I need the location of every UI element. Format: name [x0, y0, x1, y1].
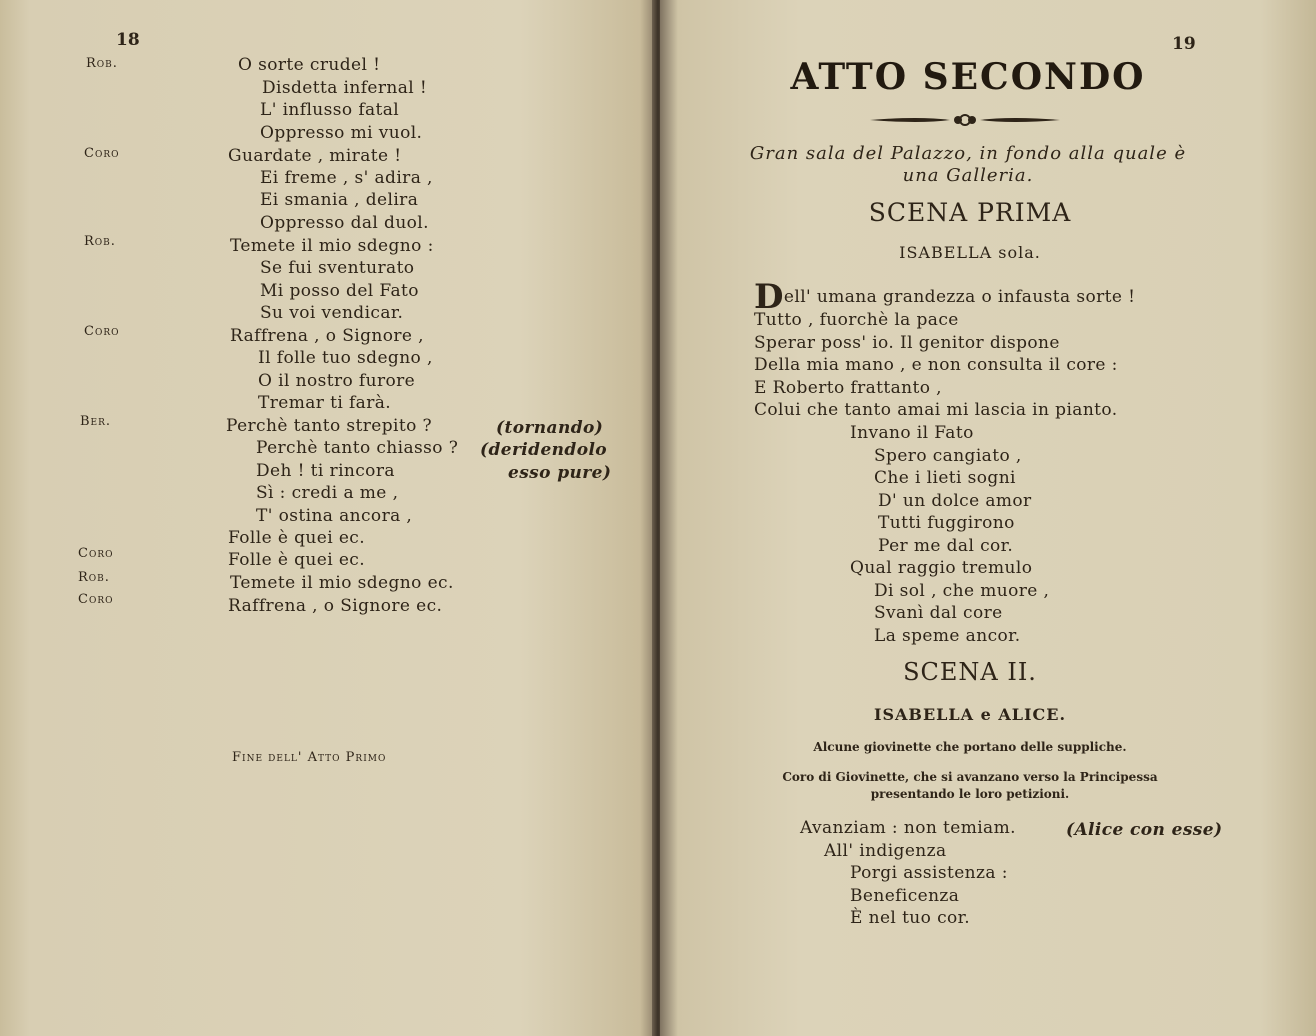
stage-direction: esso pure) — [508, 463, 612, 483]
verse-line: Tremar ti farà. — [258, 393, 392, 413]
chorus-line: Avanziam : non temiam. — [800, 818, 1016, 838]
recitative-line: E Roberto frattanto , — [754, 378, 942, 398]
chorus-line: All' indigenza — [824, 841, 947, 861]
verse-line: O il nostro furore — [258, 371, 416, 391]
aria-line: Spero cangiato , — [874, 446, 1022, 466]
verse-line: Mi posso del Fato — [260, 281, 419, 301]
recitative-line: Sperar poss' io. Il genitor dispone — [754, 333, 1060, 353]
verse-line: Il folle tuo sdegno , — [258, 348, 433, 368]
verse-line: Su voi vendicar. — [260, 303, 404, 323]
recitative-text: ell' umana grandezza o infausta sorte ! — [783, 287, 1136, 307]
stage-direction: (deridendolo — [480, 440, 608, 460]
verse-line: Perchè tanto strepito ? — [226, 416, 433, 436]
scene-title: SCENA II. — [903, 658, 1037, 686]
stage-direction: (Alice con esse) — [1066, 820, 1223, 840]
aria-line: Di sol , che muore , — [874, 581, 1050, 601]
speaker-label: Coro — [84, 324, 120, 339]
aria-line: Che i lieti sogni — [874, 468, 1016, 488]
recitative-line — [754, 277, 1136, 317]
setting-line: una Galleria. — [902, 165, 1034, 186]
verse-line: Ei smania , delira — [260, 190, 419, 210]
speaker-label: Coro — [78, 592, 114, 607]
end-of-act-note: Fine dell' Atto Primo — [232, 750, 387, 765]
page-number-right: 19 — [1172, 34, 1196, 54]
verse-line: Disdetta infernal ! — [262, 78, 428, 98]
verse-line: Se fui sventurato — [260, 258, 415, 278]
recitative-line: Tutto , fuorchè la pace — [754, 310, 959, 330]
left-page — [0, 0, 656, 1036]
aria-line: Per me dal cor. — [878, 536, 1014, 556]
setting-line: Gran sala del Palazzo, in fondo alla quale è — [749, 143, 1187, 164]
right-page — [660, 0, 1316, 1036]
ornament-divider — [870, 112, 1060, 128]
verse-line: Raffrena , o Signore ec. — [228, 596, 443, 616]
aria-line: La speme ancor. — [874, 626, 1021, 646]
aria-line: Qual raggio tremulo — [850, 558, 1033, 578]
chorus-line: Beneficenza — [850, 886, 960, 906]
speaker-label: Rob. — [86, 56, 118, 71]
page-number-left: 18 — [116, 30, 140, 50]
act-title: ATTO SECONDO — [790, 56, 1146, 98]
drop-cap: D — [754, 277, 784, 317]
verse-line: T' ostina ancora , — [256, 506, 413, 526]
scene-title: SCENA PRIMA — [868, 198, 1072, 227]
verse-line: Ei freme , s' adira , — [260, 168, 433, 188]
scene-description: presentando le loro petizioni. — [870, 787, 1070, 801]
verse-line: Deh ! ti rincora — [256, 461, 395, 481]
speaker-label: Coro — [84, 146, 120, 161]
recitative-line: Colui che tanto amai mi lascia in pianto. — [754, 400, 1118, 420]
speaker-label: Ber. — [80, 414, 112, 429]
verse-line: Oppresso dal duol. — [260, 213, 429, 233]
stage-direction: (tornando) — [496, 418, 604, 438]
scene-description: Coro di Giovinette, che si avanzano verso la Principessa — [782, 770, 1158, 784]
verse-line: Sì : credi a me , — [256, 483, 399, 503]
verse-line: Guardate , mirate ! — [228, 146, 402, 166]
verse-line: Oppresso mi vuol. — [260, 123, 423, 143]
verse-line: Raffrena , o Signore , — [230, 326, 424, 346]
aria-line: Tutti fuggirono — [878, 513, 1015, 533]
verse-line: Temete il mio sdegno : — [230, 236, 434, 256]
aria-line: Invano il Fato — [850, 423, 974, 443]
speaker-label: Coro — [78, 546, 114, 561]
verse-line: Folle è quei ec. — [228, 528, 366, 548]
aria-line: D' un dolce amor — [878, 491, 1032, 511]
scene-cast: ISABELLA e ALICE. — [873, 705, 1067, 724]
verse-line: Temete il mio sdegno ec. — [230, 573, 454, 593]
chorus-line: Porgi assistenza : — [850, 863, 1008, 883]
verse-line: Folle è quei ec. — [228, 550, 366, 570]
speaker-label: Rob. — [78, 570, 110, 585]
aria-line: Svanì dal core — [874, 603, 1003, 623]
speaker-label: Rob. — [84, 234, 116, 249]
recitative-line: Della mia mano , e non consulta il core : — [754, 355, 1118, 375]
scene-description: Alcune giovinette che portano delle suppliche. — [813, 740, 1127, 754]
verse-line: L' influsso fatal — [260, 100, 400, 120]
chorus-line: È nel tuo cor. — [850, 908, 971, 928]
verse-line: O sorte crudel ! — [238, 55, 381, 75]
verse-line: Perchè tanto chiasso ? — [256, 438, 459, 458]
scene-cast: ISABELLA sola. — [899, 243, 1041, 262]
